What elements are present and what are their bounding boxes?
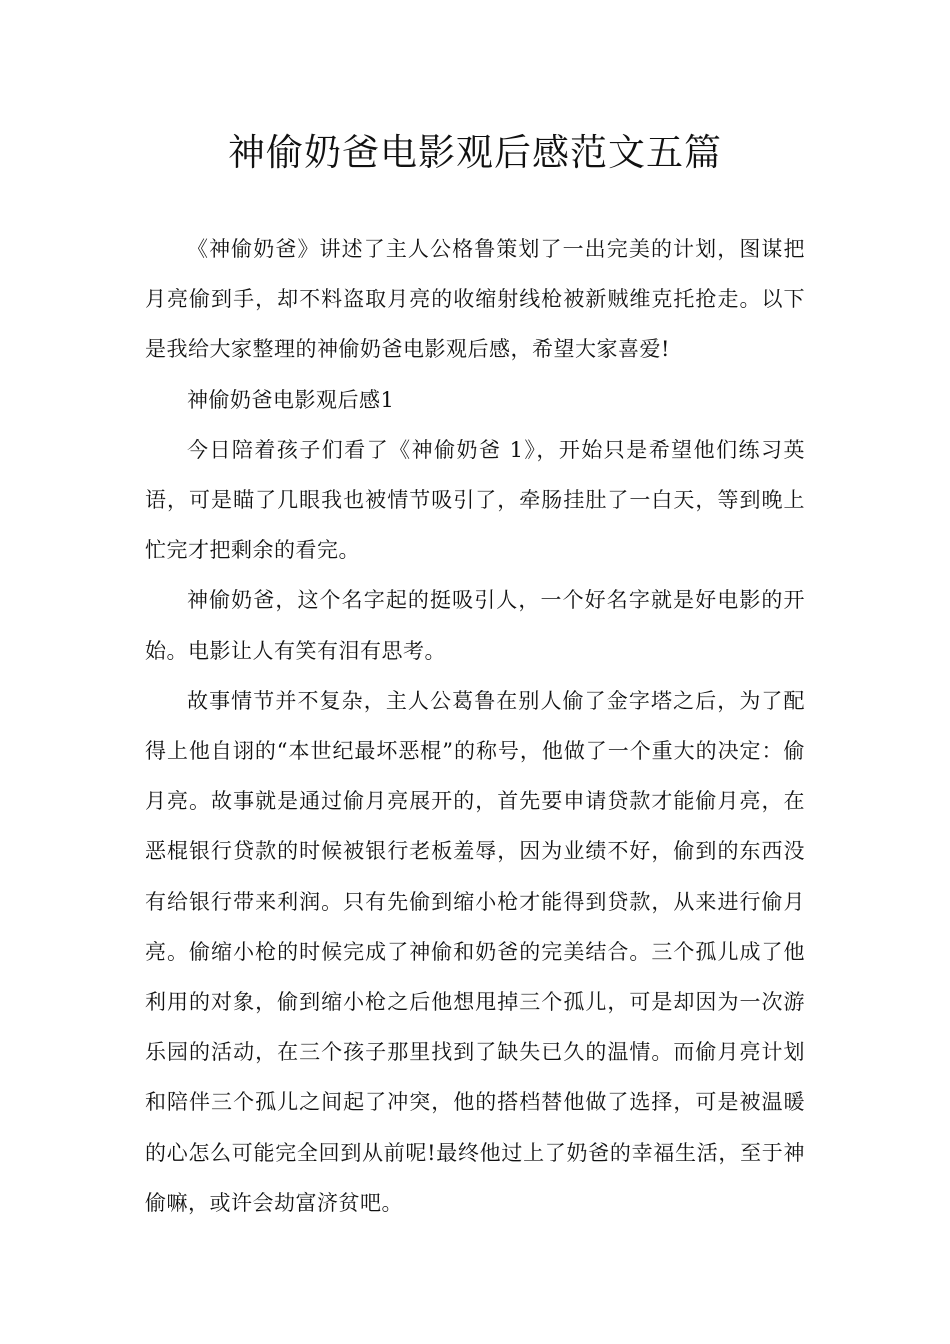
body-paragraph: 今日陪着孩子们看了《神偷奶爸 1》，开始只是希望他们练习英语，可是瞄了几眼我也被情节吸引了，牵肠挂肚了一白天，等到晚上忙完才把剩余的看完。 bbox=[145, 437, 805, 563]
body-paragraph: 故事情节并不复杂，主人公葛鲁在别人偷了金字塔之后，为了配得上他自诩的“本世纪最坏恶棍”的称号，他做了一个重大的决定：偷月亮。故事就是通过偷月亮展开的，首先要申请贷款才能偷月亮，在恶棍银行贷款的时候被银行老板羞辱，因为业绩不好，偷到的东西没有给银行带来利润。只有先偷到缩小枪才能得到贷款，从来进行偷月亮。偷缩小枪的时候完成了神偷和奶爸的完美结合。三个孤儿成了他利用的对象，偷到缩小枪之后他想甩掉三个孤儿，可是却因为一次游乐园的活动，在三个孩子那里找到了缺失已久的温情。而偷月亮计划和陪伴三个孤儿之间起了冲突，他的搭档替他做了选择，可是被温暖的心怎么可能完全回到从前呢!最终他过上了奶爸的幸福生活，至于神偷嘛，或许会劫富济贫吧。 bbox=[145, 688, 805, 1215]
body-paragraph: 神偷奶爸，这个名字起的挺吸引人，一个好名字就是好电影的开始。电影让人有笑有泪有思考。 bbox=[145, 588, 805, 663]
section-heading: 神偷奶爸电影观后感1 bbox=[187, 387, 395, 412]
intro-paragraph: 《神偷奶爸》讲述了主人公格鲁策划了一出完美的计划，图谋把月亮偷到手，却不料盗取月亮的收缩射线枪被新贼维克托抢走。以下是我给大家整理的神偷奶爸电影观后感，希望大家喜爱! bbox=[145, 237, 805, 362]
document-title: 神偷奶爸电影观后感范文五篇 bbox=[228, 131, 722, 174]
document-body bbox=[145, 224, 805, 1228]
